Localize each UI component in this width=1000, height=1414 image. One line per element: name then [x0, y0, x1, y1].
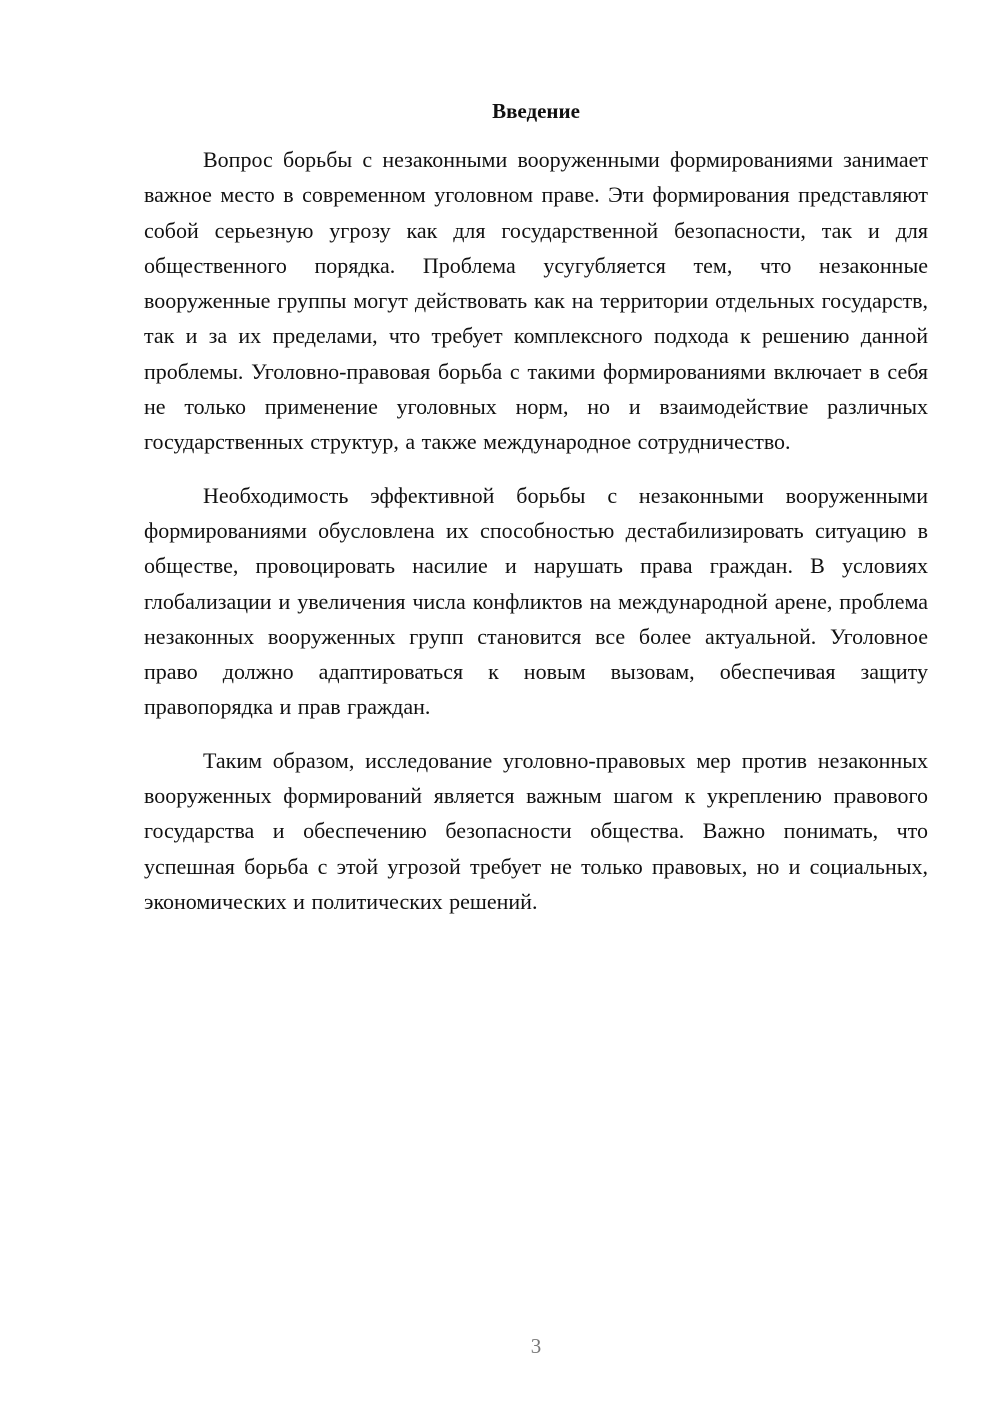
- page-title: Введение: [492, 99, 580, 123]
- page-number: 3: [530, 1334, 542, 1358]
- paragraph-1: Вопрос борьбы с незаконными вооруженными формированиями занимает важное место в современном уголовном праве. Эти формирования представляют собой серьезную угрозу как для государственной безопасности, так и для общественного порядка. Проблема усугубляется тем, что незаконные вооруженные группы могут действовать как на территории отдельных государств, так и за их пределами, что требует комплексного подхода к решению данной проблемы. Уголовно-правовая борьба с такими формированиями включает в себя не только применение уголовных норм, но и взаимодействие различных государственных структур, а также международное сотрудничество.: [144, 147, 928, 455]
- paragraph-3: Таким образом, исследование уголовно-правовых мер против незаконных вооруженных формирований является важным шагом к укреплению правового государства и обеспечению безопасности общества. Важно понимать, что успешная борьба с этой угрозой требует не только правовых, но и социальных, экономических и политических решений.: [144, 747, 928, 914]
- document-body: [144, 142, 928, 937]
- paragraph-2: Необходимость эффективной борьбы с незаконными вооруженными формированиями обусловлена их способностью дестабилизировать ситуацию в обществе, провоцировать насилие и нарушать права граждан. В условиях глобализации и увеличения числа конфликтов на международной арене, проблема незаконных вооруженных групп становится все более актуальной. Уголовное право должно адаптироваться к новым вызовам, обеспечивая защиту правопорядка и прав граждан.: [144, 482, 928, 720]
